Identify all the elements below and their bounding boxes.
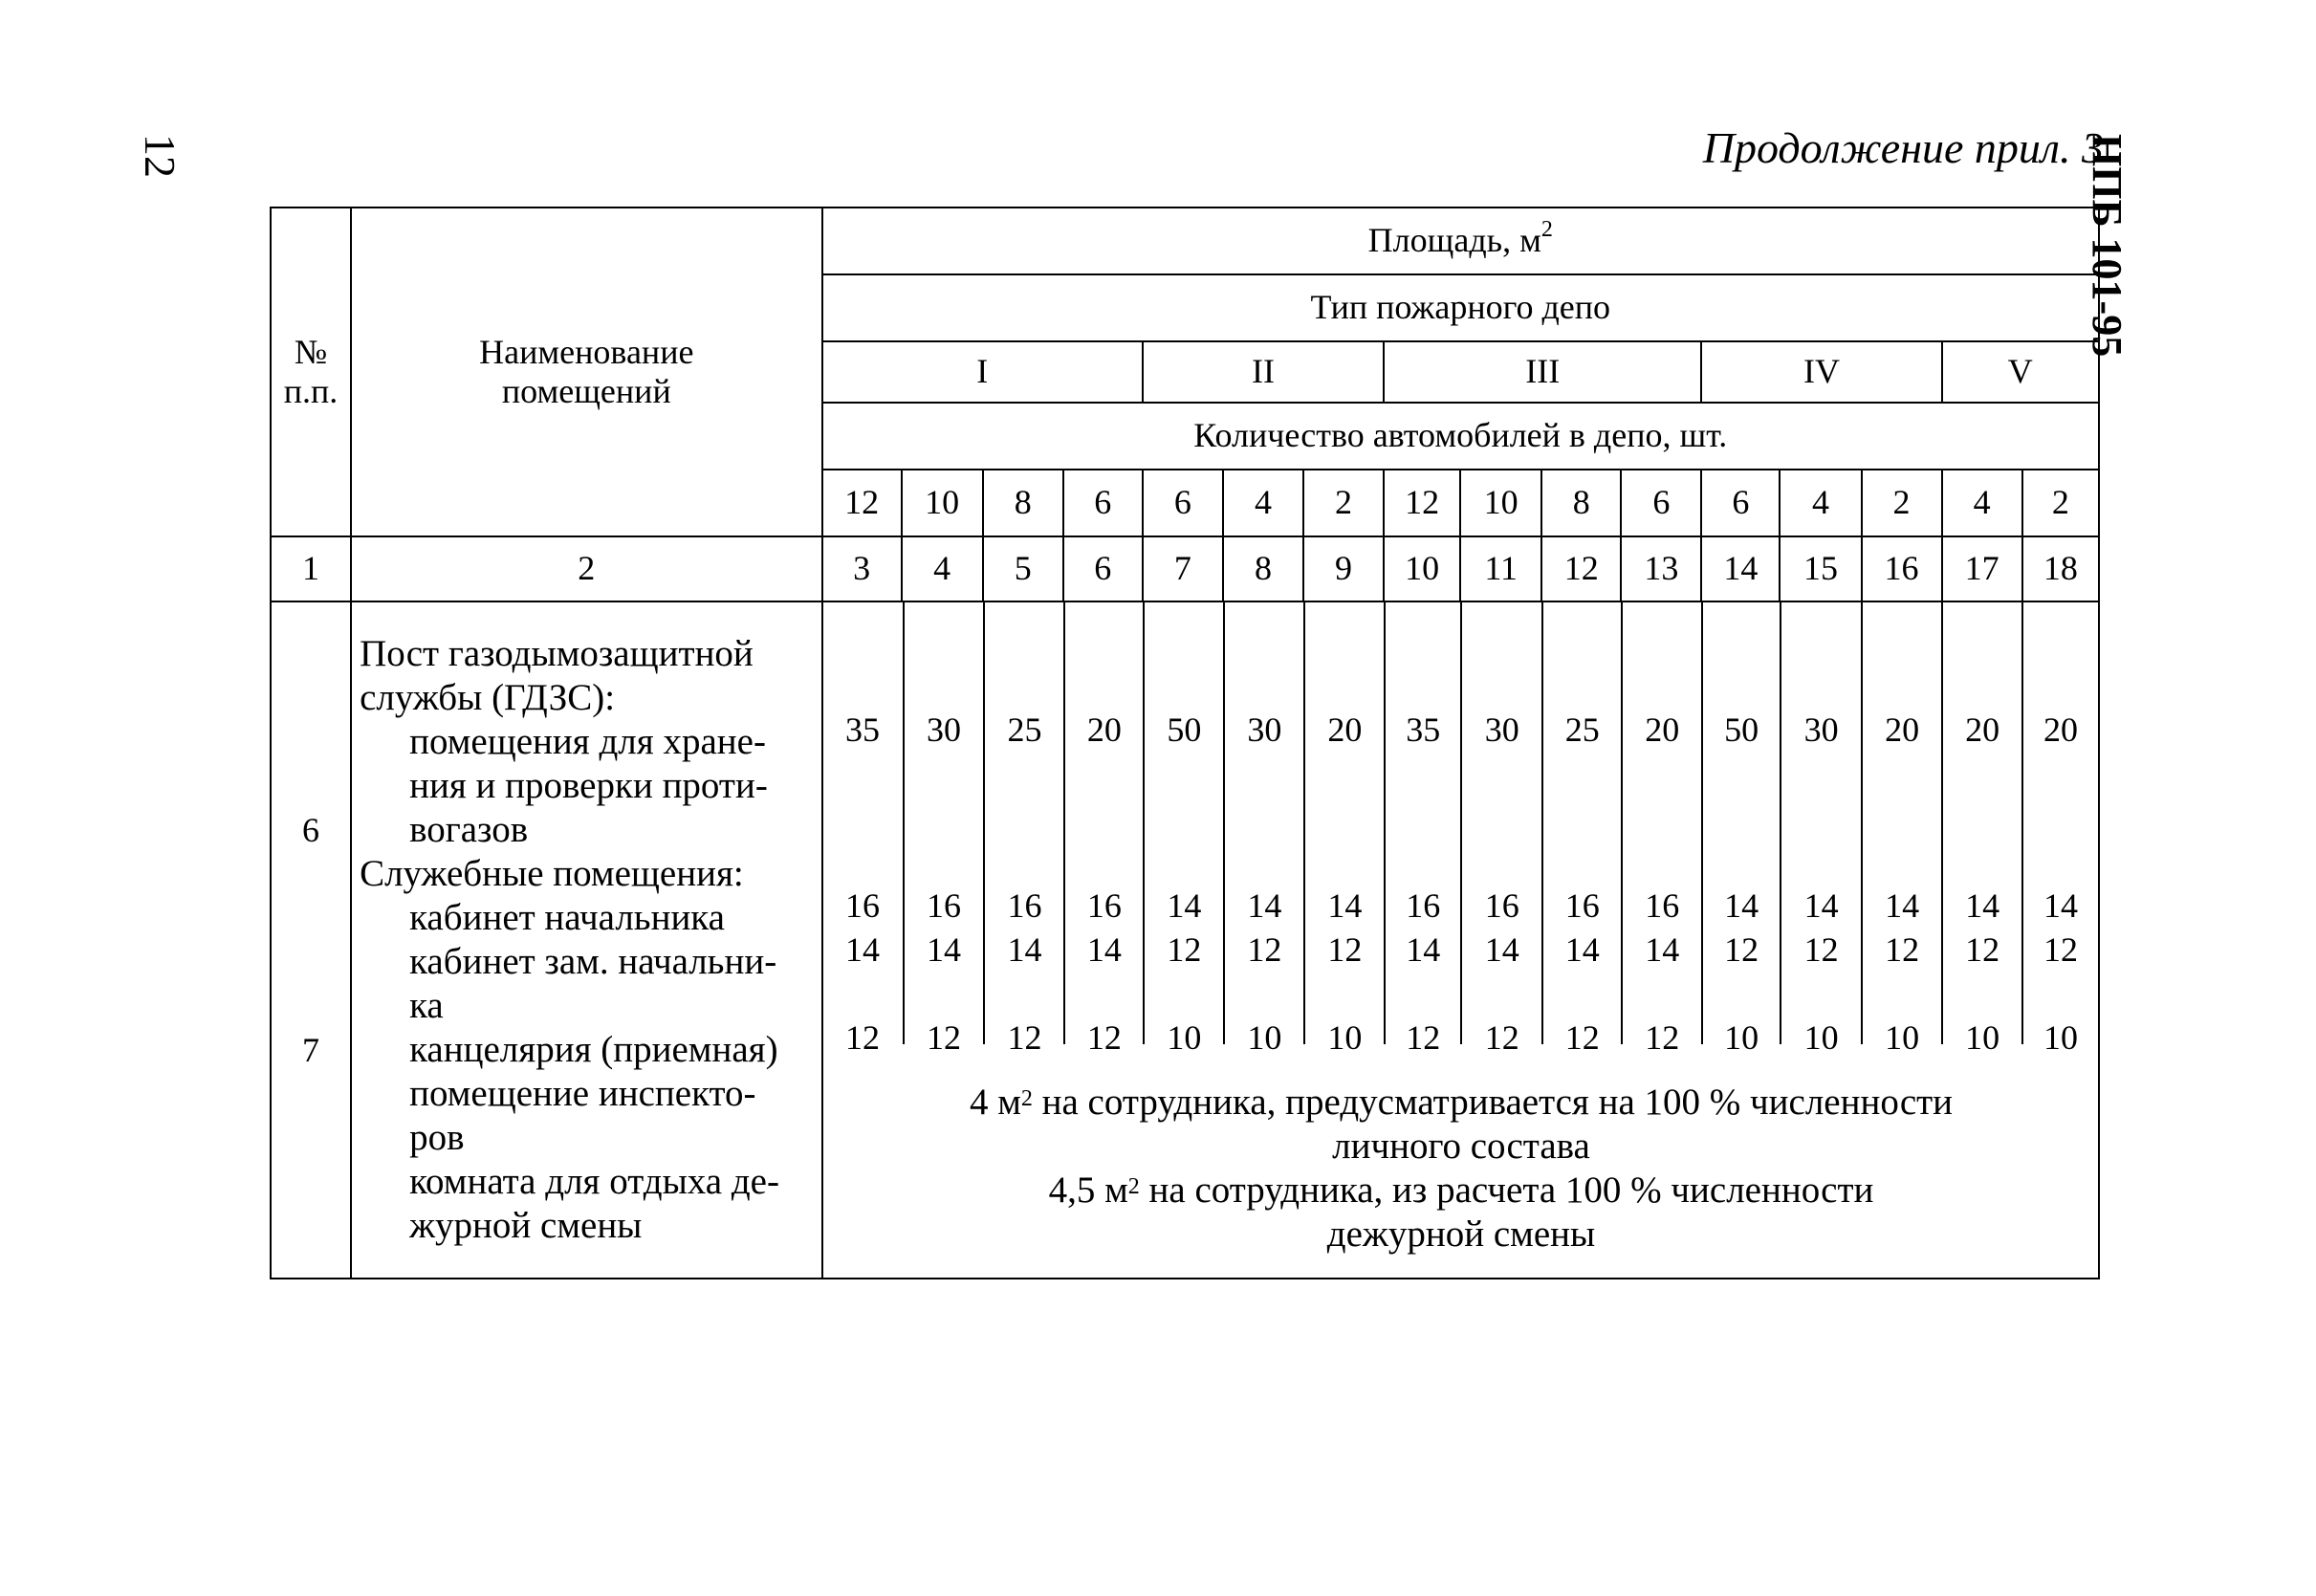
reception-value: 10: [1965, 1018, 2000, 1057]
value-column: [1780, 602, 1861, 1057]
reception-value: 10: [2043, 1018, 2079, 1057]
chief-office-value: 16: [1406, 886, 1441, 925]
vehicle-count-cell: 2: [1303, 470, 1384, 536]
document-id: НПБ 101-95: [2084, 134, 2130, 358]
column-number-row: [271, 536, 2099, 601]
chief-office-value: 14: [1885, 886, 1920, 925]
deputy-office-value: 14: [1484, 930, 1519, 969]
column-number-cell: 2: [351, 536, 821, 601]
column-number-cell: 15: [1780, 536, 1861, 601]
value-column: [1621, 602, 1701, 1057]
room-name-line: вогазов: [409, 809, 529, 850]
room-name-line: канцелярия (приемная): [409, 1029, 778, 1070]
vehicle-count-cell: 6: [1701, 470, 1780, 536]
room-name-line: журной смены: [409, 1205, 643, 1246]
reception-value: 12: [1564, 1018, 1600, 1057]
room-name-line: ров: [409, 1117, 465, 1158]
chief-office-value: 14: [1803, 886, 1839, 925]
header-name: Наименование помещений: [351, 208, 821, 536]
reception-value: 12: [1007, 1018, 1042, 1057]
value-column: [823, 602, 903, 1057]
column-number-cell: 16: [1862, 536, 1942, 601]
gdzs-value: 50: [1167, 711, 1202, 749]
reception-value: 12: [926, 1018, 961, 1057]
reception-value: 10: [1247, 1018, 1282, 1057]
vehicle-count-cell: 6: [1063, 470, 1143, 536]
deputy-office-value: 14: [1645, 930, 1680, 969]
reception-value: 10: [1167, 1018, 1202, 1057]
vehicle-count-cell: 6: [1621, 470, 1701, 536]
vehicle-count-cell: 2: [2022, 470, 2099, 536]
column-number-cell: 12: [1541, 536, 1621, 601]
column-number-cell: 8: [1223, 536, 1303, 601]
value-column: [1941, 602, 2021, 1057]
vehicle-count-cell: 8: [983, 470, 1063, 536]
chief-office-value: 16: [1645, 886, 1680, 925]
room-name-line: ка: [409, 985, 444, 1026]
deputy-office-value: 12: [1327, 930, 1363, 969]
deputy-office-value: 14: [1007, 930, 1042, 969]
chief-office-value: 16: [1564, 886, 1600, 925]
room-name-line: Служебные помещения:: [360, 853, 744, 894]
vehicle-count-cell: 4: [1942, 470, 2022, 536]
chief-office-value: 16: [845, 886, 881, 925]
gdzs-value: 25: [1007, 711, 1042, 749]
chief-office-value: 16: [1484, 886, 1519, 925]
deputy-office-value: 14: [926, 930, 961, 969]
gdzs-value: 20: [1645, 711, 1680, 749]
value-column: [1223, 602, 1303, 1057]
room-name-line: кабинет зам. начальни-: [409, 941, 777, 982]
column-number-cell: 3: [822, 536, 902, 601]
reception-value: 10: [1803, 1018, 1839, 1057]
type-ii: II: [1143, 341, 1384, 403]
value-column: [1063, 602, 1143, 1057]
deputy-office-value: 12: [2043, 930, 2079, 969]
value-column: [1701, 602, 1780, 1057]
deputy-office-value: 12: [1885, 930, 1920, 969]
value-column: [1303, 602, 1384, 1057]
value-column: [903, 602, 984, 1057]
vehicle-count-cell: 12: [1384, 470, 1460, 536]
rest-room-note: 4,5 $м^2$ на сотрудника, из расчета 100 % численности дежурной смены: [1048, 1170, 1874, 1255]
inspectors-note: 4 $м^2$ на сотрудника, предусматривается на 100 % численности личного состава: [969, 1082, 1954, 1167]
column-number-cell: 6: [1063, 536, 1143, 601]
vehicle-count-cell: 2: [1862, 470, 1942, 536]
value-column: [1143, 602, 1223, 1057]
gdzs-value: 20: [1885, 711, 1920, 749]
gdzs-value: 25: [1564, 711, 1600, 749]
reception-value: 10: [1885, 1018, 1920, 1057]
column-number-cell: 17: [1942, 536, 2022, 601]
type-v: V: [1942, 341, 2099, 403]
reception-value: 12: [1406, 1018, 1441, 1057]
vehicle-count-cell: 12: [822, 470, 902, 536]
vehicle-count-cell: 4: [1223, 470, 1303, 536]
row-number-cell: [271, 601, 351, 1279]
vehicle-count-cell: 8: [1541, 470, 1621, 536]
gdzs-value: 50: [1724, 711, 1759, 749]
room-name-line: комната для отдыха де-: [409, 1161, 779, 1202]
vehicle-count-cell: 10: [1460, 470, 1541, 536]
gdzs-value: 30: [926, 711, 961, 749]
vehicle-count-cell: 10: [902, 470, 983, 536]
gdzs-value: 20: [1965, 711, 2000, 749]
header-num: № п.п.: [271, 208, 351, 536]
continuation-label: Продолжение прил. 3: [1702, 123, 2104, 172]
chief-office-value: 14: [1724, 886, 1759, 925]
value-column: [983, 602, 1063, 1057]
chief-office-value: 14: [1327, 886, 1363, 925]
vehicle-count-cell: 6: [1143, 470, 1223, 536]
column-number-cell: 5: [983, 536, 1063, 601]
reception-value: 10: [1327, 1018, 1363, 1057]
column-number-cell: 4: [902, 536, 983, 601]
value-column: [1541, 602, 1621, 1057]
vehicle-count-cell: 4: [1780, 470, 1861, 536]
deputy-office-value: 14: [1564, 930, 1600, 969]
value-column: [1384, 602, 1460, 1057]
column-number-cell: 10: [1384, 536, 1460, 601]
gdzs-value: 30: [1247, 711, 1282, 749]
gdzs-value: 35: [845, 711, 881, 749]
reception-value: 10: [1724, 1018, 1759, 1057]
deputy-office-value: 12: [1167, 930, 1202, 969]
chief-office-value: 14: [2043, 886, 2079, 925]
chief-office-value: 16: [1086, 886, 1122, 925]
deputy-office-value: 12: [1724, 930, 1759, 969]
row-6-number: 6: [302, 811, 320, 849]
room-name-line: кабинет начальника: [409, 897, 725, 938]
chief-office-value: 14: [1965, 886, 2000, 925]
gdzs-value: 30: [1803, 711, 1839, 749]
value-column: [1861, 602, 1941, 1057]
room-name-line: помещения для хране-: [409, 721, 766, 762]
column-number-cell: 14: [1701, 536, 1780, 601]
room-name-line: Пост газодымозащитной: [360, 633, 754, 674]
header-vehicles: Количество автомобилей в депо, шт.: [822, 403, 2099, 470]
header-area: Площадь, $м^2$: [822, 208, 2099, 274]
type-iii: III: [1384, 341, 1701, 403]
room-name-line: службы (ГДЗС):: [360, 677, 616, 718]
gdzs-value: 35: [1406, 711, 1441, 749]
gdzs-value: 30: [1484, 711, 1519, 749]
column-number-cell: 18: [2022, 536, 2099, 601]
chief-office-value: 14: [1247, 886, 1282, 925]
deputy-office-value: 14: [1406, 930, 1441, 969]
reception-value: 12: [1484, 1018, 1519, 1057]
column-number-cell: 13: [1621, 536, 1701, 601]
value-column: [1460, 602, 1541, 1057]
room-names-cell: [351, 601, 821, 1279]
chief-office-value: 14: [1167, 886, 1202, 925]
deputy-office-value: 14: [1086, 930, 1122, 969]
gdzs-value: 20: [2043, 711, 2079, 749]
header-depot-type: Тип пожарного депо: [822, 274, 2099, 341]
room-name-line: ния и проверки проти-: [409, 765, 768, 806]
room-name-line: помещение инспекто-: [409, 1073, 756, 1114]
column-number-cell: 9: [1303, 536, 1384, 601]
type-i: I: [822, 341, 1143, 403]
column-number-cell: 11: [1460, 536, 1541, 601]
deputy-office-value: 14: [845, 930, 881, 969]
page-number: 12: [136, 134, 185, 178]
deputy-office-value: 12: [1803, 930, 1839, 969]
value-column: [2021, 602, 2098, 1057]
gdzs-value: 20: [1327, 711, 1363, 749]
chief-office-value: 16: [926, 886, 961, 925]
reception-value: 12: [1086, 1018, 1122, 1057]
row-7-number: 7: [302, 1031, 320, 1069]
column-number-cell: 7: [1143, 536, 1223, 601]
deputy-office-value: 12: [1247, 930, 1282, 969]
chief-office-value: 16: [1007, 886, 1042, 925]
type-iv: IV: [1701, 341, 1941, 403]
deputy-office-value: 12: [1965, 930, 2000, 969]
reception-value: 12: [845, 1018, 881, 1057]
gdzs-value: 20: [1086, 711, 1122, 749]
column-number-cell: 1: [271, 536, 351, 601]
reception-value: 12: [1645, 1018, 1680, 1057]
